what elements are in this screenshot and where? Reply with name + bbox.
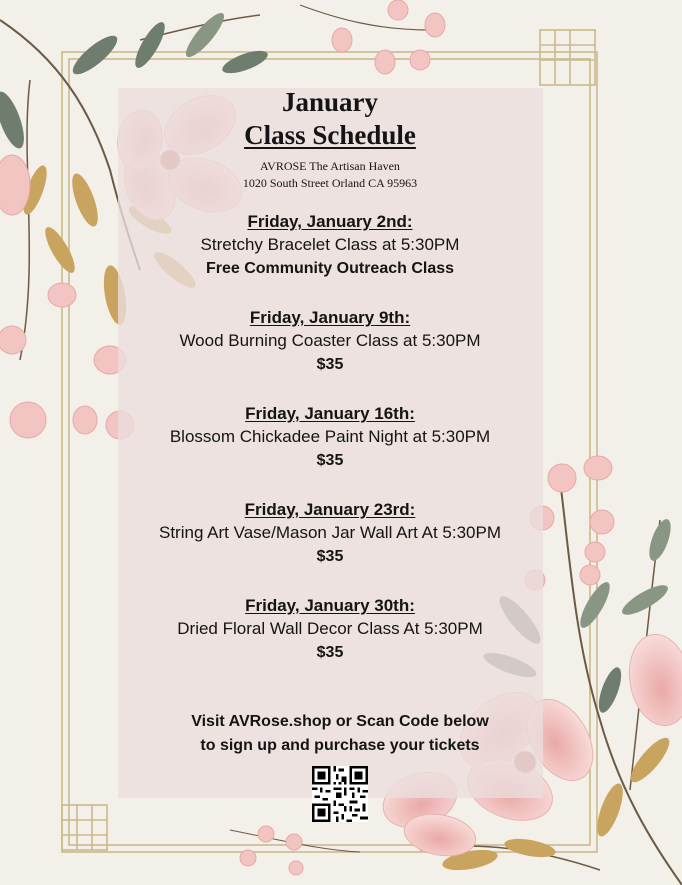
- event-item: [80, 307, 580, 377]
- title-schedule: Class Schedule: [244, 120, 416, 150]
- event-item: [80, 211, 580, 281]
- qr-code-icon[interactable]: [312, 766, 368, 822]
- event-description: Dried Floral Wall Decor Class At 5:30PM: [177, 619, 483, 638]
- event-price: $35: [316, 356, 344, 373]
- venue-block: [80, 158, 580, 192]
- event-item: [80, 595, 580, 665]
- cta-line-1: Visit AVRose.shop or Scan Code below: [191, 713, 489, 730]
- event-date: Friday, January 16th:: [245, 404, 415, 423]
- event-date: Friday, January 30th:: [245, 596, 415, 615]
- event-price: $35: [316, 452, 344, 469]
- event-price: $35: [316, 548, 344, 565]
- event-date: Friday, January 2nd:: [247, 212, 413, 231]
- buds-top: [300, 0, 445, 74]
- event-description: Wood Burning Coaster Class at 5:30PM: [179, 331, 481, 350]
- event-price: $35: [316, 644, 344, 661]
- event-description: Blossom Chickadee Paint Night at 5:30PM: [169, 427, 491, 446]
- title-month: January: [281, 87, 379, 117]
- event-price: Free Community Outreach Class: [205, 260, 455, 277]
- schedule-content: [80, 86, 580, 665]
- event-date: Friday, January 9th:: [249, 308, 411, 327]
- event-item: [80, 499, 580, 569]
- call-to-action: [130, 710, 550, 758]
- event-date: Friday, January 23rd:: [244, 500, 416, 519]
- event-description: Stretchy Bracelet Class at 5:30PM: [200, 235, 460, 254]
- venue-name: AVROSE The Artisan Haven: [260, 159, 400, 173]
- cta-line-2: to sign up and purchase your tickets: [200, 737, 480, 754]
- event-item: [80, 403, 580, 473]
- venue-address: 1020 South Street Orland CA 95963: [242, 176, 418, 190]
- event-description: String Art Vase/Mason Jar Wall Art At 5:30PM: [158, 523, 502, 542]
- buds-bottom-left: [230, 826, 360, 875]
